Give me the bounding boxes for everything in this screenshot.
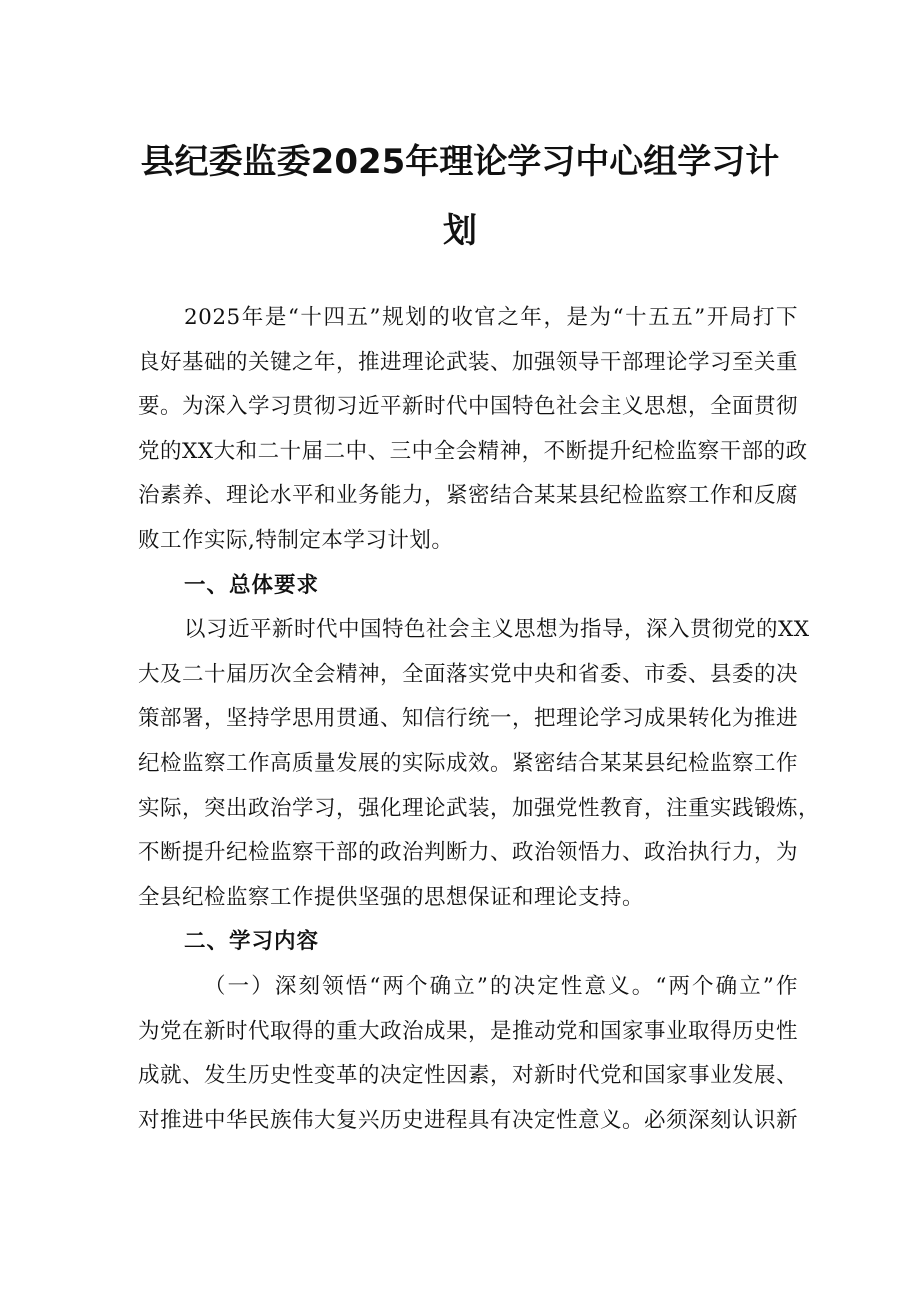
paragraph-line: 策部署，坚持学思用贯通、知信行统一，把理论学习成果转化为推进 [138,706,799,732]
paragraph-line: 成就、发生历史性变革的决定性因素，对新时代党和国家事业发展、 [138,1063,799,1089]
paragraph-line: 不断提升纪检监察干部的政治判断力、政治领悟力、政治执行力，为 [138,840,799,866]
intro-paragraph [138,296,808,564]
paragraph-line: 全县纪检监察工作提供坚强的思想保证和理论支持。 [138,884,645,910]
general-requirements-paragraph [138,608,821,920]
paragraph-line: 为党在新时代取得的重大政治成果，是推动党和国家事业取得历史性 [138,1018,799,1044]
intro-line: 2025年是“十四五”规划的收官之年，是为“十五五”开局打下 [184,305,798,330]
section-heading-general-requirements: 一、总体要求 [184,572,320,598]
paragraph-line: 纪检监察工作高质量发展的实际成效。紧密结合某某县纪检监察工作 [138,750,799,776]
paragraph-line: 对推进中华民族伟大复兴历史进程具有决定性意义。必须深刻认识新 [138,1107,799,1133]
intro-line: 党的XX大和二十届二中、三中全会精神，不断提升纪检监察干部的政 [138,438,808,464]
paragraph-line: （一）深刻领悟“两个确立”的决定性意义。“两个确立”作 [204,973,798,999]
paragraph-line: 大及二十届历次全会精神，全面落实党中央和省委、市委、县委的决 [138,661,799,687]
intro-line: 良好基础的关键之年，推进理论武装、加强领导干部理论学习至关重 [138,349,799,375]
intro-line: 败工作实际,特制定本学习计划。 [138,527,454,553]
study-content-paragraph [138,965,798,1143]
paragraph-line: 以习近平新时代中国特色社会主义思想为指导，深入贯彻党的XX [184,617,810,643]
document-body [138,296,821,1143]
section-heading-study-content: 二、学习内容 [184,929,320,955]
intro-line: 要。为深入学习贯彻习近平新时代中国特色社会主义思想，全面贯彻 [138,394,799,420]
paragraph-line: 实际，突出政治学习，强化理论武装，加强党性教育，注重实践锻炼， [138,795,821,821]
document-title-line-2: 划 [443,211,477,251]
intro-line: 治素养、理论水平和业务能力，紧密结合某某县纪检监察工作和反腐 [138,483,799,509]
document-title-line-1: 县纪委监委2025年理论学习中心组学习计 [140,142,780,182]
